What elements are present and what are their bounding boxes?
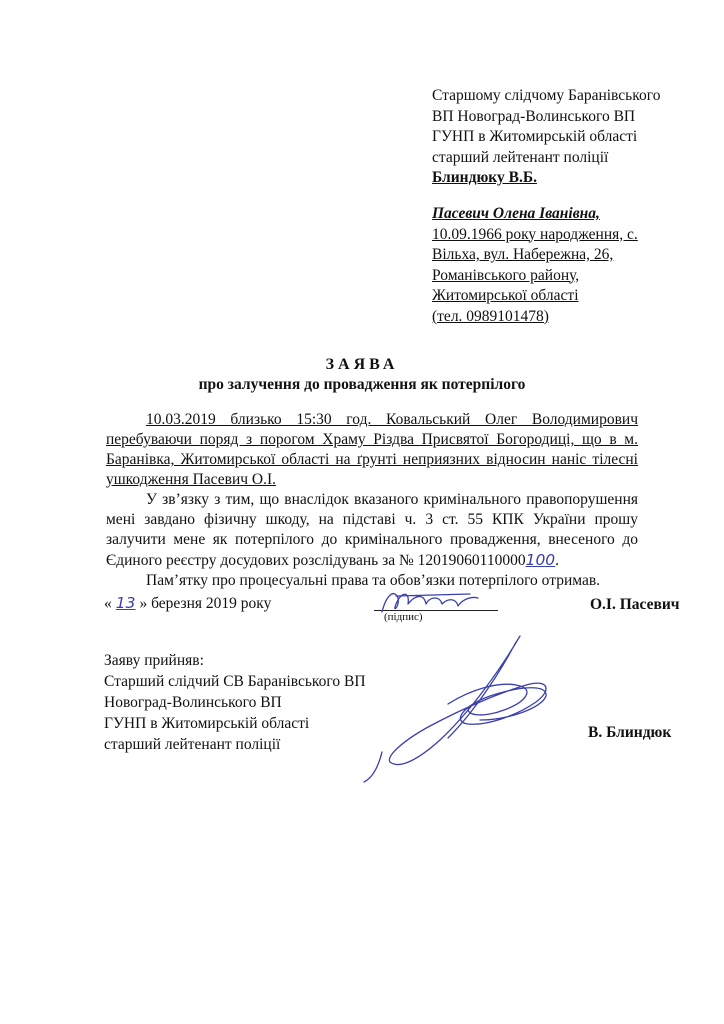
- sender-line: (тел. 0989101478): [432, 307, 549, 325]
- accepted-line: старший лейтенант поліції: [104, 736, 281, 753]
- accepted-line: Новоград-Волинського ВП: [104, 694, 282, 711]
- applicant-signature: [382, 594, 478, 612]
- document-subtitle: про залучення до провадження як потерпілого: [198, 376, 526, 393]
- request-text: У зв’язку з тим, що внаслідок вказаного кримінального правопорушення мені завдано фізичну шкоду, на підставі ч. 3 ст. 55 КПК України прошу залучити мене як потерпілого до кримінального провадження, внесеного до Єдиного реєстру досудових розслідувань за № 12019060110000: [106, 491, 638, 569]
- handwritten-number: 100: [525, 551, 556, 569]
- accepted-line: Заяву прийняв:: [104, 652, 204, 669]
- addressee-name: Блиндюку В.Б.: [432, 169, 537, 186]
- sender-line: Житомирської області: [432, 287, 579, 304]
- signer-name: О.І. Пасевич: [590, 596, 680, 613]
- date-day-handwritten: 13: [115, 594, 136, 612]
- accepted-line: ГУНП в Житомирській області: [104, 715, 310, 732]
- request-end: .: [555, 552, 560, 569]
- investigator-name: В. Блиндюк: [588, 724, 672, 741]
- addressee-line: ВП Новоград-Волинського ВП: [432, 107, 636, 125]
- body-paragraph-incident: 10.03.2019 близько 15:30 год. Ковальський Олег Володимирович перебуваючи поряд з порогом Храму Різдва Присвятої Богородиці, що в м. Баранівка, Житомирської області на ґрунті неприязних відносин наніс тілесні ушкодження Пасевич О.І.: [106, 411, 638, 488]
- signature-caption: (підпис): [384, 611, 423, 623]
- sender-line: Вільха, вул. Набережна, 26,: [432, 246, 614, 263]
- date-rest: » березня 2019 року: [139, 595, 272, 612]
- date-open-quote: «: [104, 595, 112, 612]
- sender-line: Романівського району,: [432, 266, 580, 284]
- addressee-line: старший лейтенант поліції: [432, 148, 609, 166]
- body-paragraph-memo: Пам’ятку про процесуальні права та обов’язки потерпілого отримав.: [146, 572, 601, 589]
- accepted-line: Старший слідчий СВ Баранівського ВП: [104, 673, 366, 690]
- document-title: ЗАЯВА: [325, 356, 399, 373]
- addressee-line: ГУНП в Житомирській області: [432, 128, 638, 145]
- sender-line: 10.09.1966 року народження, с.: [432, 225, 638, 243]
- investigator-signature: [364, 636, 546, 782]
- addressee-line: Старшому слідчому Баранівського: [432, 87, 661, 104]
- sender-name: Пасевич Олена Іванівна,: [432, 205, 600, 222]
